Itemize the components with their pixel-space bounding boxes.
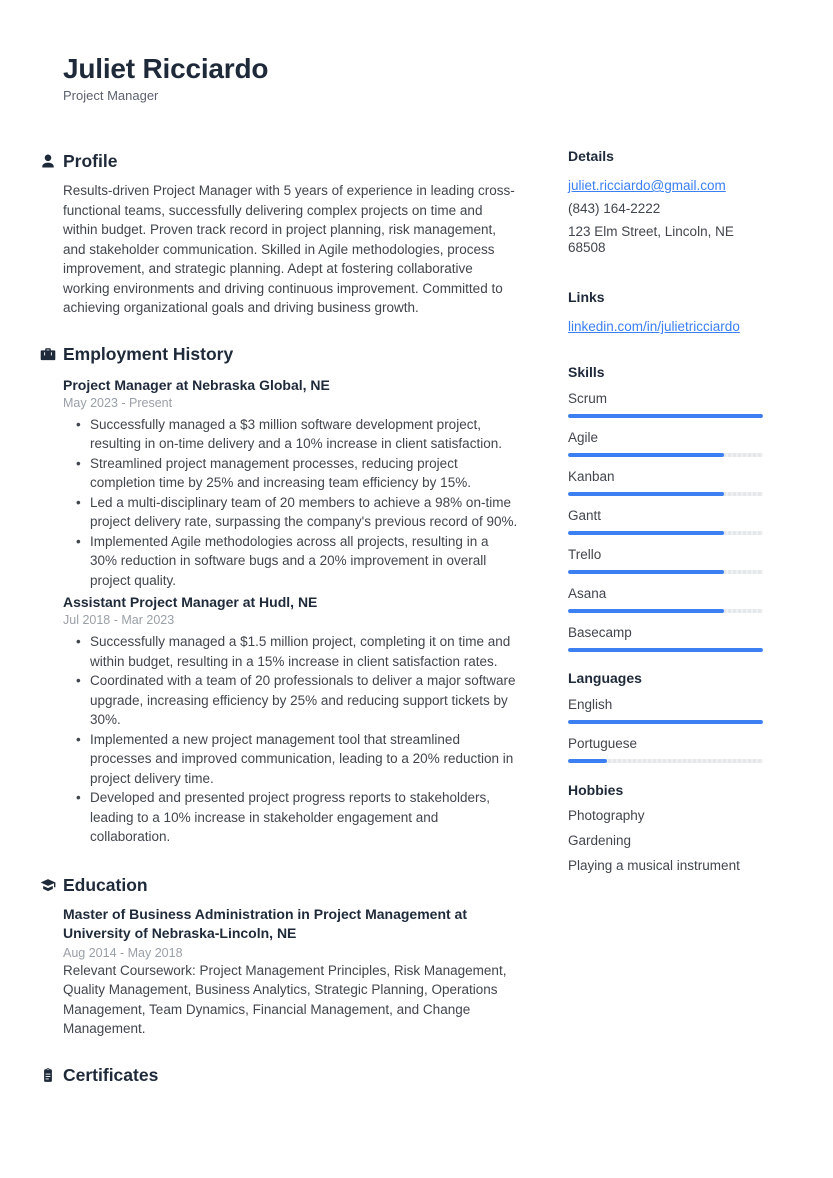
skill-bar-fill bbox=[568, 648, 763, 652]
language-bar-track bbox=[568, 759, 763, 763]
skill-label: Basecamp bbox=[568, 625, 632, 640]
hobbies-list bbox=[568, 808, 763, 874]
skill-bar-track bbox=[568, 570, 763, 574]
education-heading bbox=[63, 874, 518, 896]
section-education bbox=[63, 874, 518, 1039]
job-title: Project Manager at Nebraska Global, NE bbox=[63, 376, 330, 393]
employment-heading bbox=[63, 343, 518, 365]
hobby-item: Gardening bbox=[568, 833, 632, 848]
job-bullet: • Streamlined project management processes, reducing project completion time by 25% and increasing team efficiency by 15%. bbox=[63, 454, 518, 493]
skill-bar-fill bbox=[568, 531, 724, 535]
skills-heading: Skills bbox=[568, 364, 605, 380]
certificates-heading bbox=[63, 1064, 518, 1086]
candidate-job-title: Project Manager bbox=[63, 88, 159, 103]
profile-heading-label: Profile bbox=[63, 151, 118, 171]
skill-bar-fill bbox=[568, 570, 724, 574]
job-bullet: • Successfully managed a $3 million software development project, resulting in on-time delivery and a 10% increase in client satisfaction. bbox=[63, 415, 518, 454]
language-item bbox=[568, 736, 763, 763]
education-dates: Aug 2014 - May 2018 bbox=[63, 945, 183, 960]
job-bullet-list bbox=[63, 415, 518, 591]
job-entry bbox=[63, 376, 518, 591]
linkedin-link[interactable]: linkedin.com/in/julietricciardo bbox=[568, 319, 740, 334]
skill-label: Scrum bbox=[568, 391, 608, 406]
skill-item bbox=[568, 586, 763, 613]
education-description: Relevant Coursework: Project Management Principles, Risk Management, Quality Management, Business Analytics, Strategic Planning, Operations Management, Team Dynamics, Financial Management, and Change Management. bbox=[63, 962, 507, 1036]
job-entry bbox=[63, 593, 518, 847]
graduation-cap-icon bbox=[40, 877, 56, 893]
resume-columns bbox=[63, 52, 833, 1095]
skill-item bbox=[568, 430, 763, 457]
links-heading: Links bbox=[568, 289, 605, 305]
certificates-heading-label: Certificates bbox=[63, 1064, 159, 1085]
details-section bbox=[568, 147, 763, 256]
section-profile bbox=[63, 150, 518, 318]
degree-title: Master of Business Administration in Project Management at University of Nebraska-Lincoln, NE bbox=[63, 905, 468, 941]
skill-bar-track bbox=[568, 453, 763, 457]
skill-label: Kanban bbox=[568, 469, 615, 484]
job-bullet: • Led a multi-disciplinary team of 20 members to achieve a 98% on-time project delivery rate, surpassing the company's previous record of 90%. bbox=[63, 493, 518, 532]
skill-item bbox=[568, 508, 763, 535]
phone-line: (843) 164-2222 bbox=[568, 201, 661, 216]
hobbies-section bbox=[568, 781, 763, 874]
skill-bar-track bbox=[568, 414, 763, 418]
skill-item bbox=[568, 469, 763, 496]
job-bullet: • Implemented a new project management tool that streamlined processes and improved communication, leading to a 20% reduction in project delivery time. bbox=[63, 730, 518, 789]
language-bar-track bbox=[568, 720, 763, 724]
languages-list bbox=[568, 697, 763, 763]
skill-item bbox=[568, 547, 763, 574]
address-line: 123 Elm Street, Lincoln, NE 68508 bbox=[568, 224, 734, 255]
skills-section bbox=[568, 363, 763, 652]
clipboard-icon bbox=[40, 1067, 56, 1083]
email-link[interactable]: juliet.ricciardo@gmail.com bbox=[568, 178, 726, 193]
job-bullet: • Implemented Agile methodologies across all projects, resulting in a 30% reduction in software bugs and a 20% improvement in overall project quality. bbox=[63, 532, 518, 591]
section-certificates bbox=[63, 1064, 518, 1086]
languages-section bbox=[568, 669, 763, 763]
hobby-item: Photography bbox=[568, 808, 645, 823]
skill-bar-track bbox=[568, 531, 763, 535]
skill-item bbox=[568, 625, 763, 652]
job-bullet-list bbox=[63, 632, 518, 847]
skill-bar-track bbox=[568, 609, 763, 613]
job-bullet: • Developed and presented project progress reports to stakeholders, leading to a 10% increase in stakeholder engagement and collaboration. bbox=[63, 788, 518, 847]
hobbies-heading: Hobbies bbox=[568, 782, 624, 798]
job-dates: May 2023 - Present bbox=[63, 395, 173, 410]
skill-item bbox=[568, 391, 763, 418]
skill-label: Gantt bbox=[568, 508, 602, 523]
job-bullet: • Successfully managed a $1.5 million project, completing it on time and within budget, resulting in a 15% increase in client satisfaction rates. bbox=[63, 632, 518, 671]
profile-heading bbox=[63, 150, 518, 172]
skill-label: Trello bbox=[568, 547, 602, 562]
education-entry bbox=[63, 905, 518, 1039]
briefcase-icon bbox=[40, 346, 56, 362]
skill-bar-fill bbox=[568, 492, 724, 496]
person-icon bbox=[40, 153, 56, 169]
skills-list bbox=[568, 391, 763, 652]
skill-bar-fill bbox=[568, 414, 763, 418]
job-bullet: • Coordinated with a team of 20 professionals to deliver a major software upgrade, increasing efficiency by 25% and reducing support tickets by 30%. bbox=[63, 671, 518, 730]
skill-label: Asana bbox=[568, 586, 607, 601]
details-heading: Details bbox=[568, 148, 614, 164]
profile-text: Results-driven Project Manager with 5 years of experience in leading cross-functional teams, successfully delivering complex projects on time and within budget. Proven track record in project planning, risk management, and stakeholder communication. Skilled in Agile methodologies, process improvement, and strategic planning. Adept at fostering collaborative working environments and driving continuous improvement. Committed to achieving organizational goals and driving business growth. bbox=[63, 183, 515, 315]
skill-bar-track bbox=[568, 492, 763, 496]
employment-heading-label: Employment History bbox=[63, 343, 234, 364]
job-dates: Jul 2018 - Mar 2023 bbox=[63, 613, 175, 627]
language-label: English bbox=[568, 697, 613, 712]
candidate-name: Juliet Ricciardo bbox=[63, 53, 269, 84]
job-title: Assistant Project Manager at Hudl, NE bbox=[63, 594, 318, 610]
resume-header bbox=[63, 52, 518, 104]
language-bar-fill bbox=[568, 720, 763, 724]
skill-bar-fill bbox=[568, 453, 724, 457]
email-line bbox=[568, 178, 763, 194]
section-employment-history bbox=[63, 343, 518, 847]
links-section bbox=[568, 288, 763, 336]
language-label: Portuguese bbox=[568, 736, 638, 751]
languages-heading: Languages bbox=[568, 670, 642, 686]
sidebar-column bbox=[568, 52, 763, 1095]
language-bar-fill bbox=[568, 759, 607, 763]
skill-bar-fill bbox=[568, 609, 724, 613]
hobby-item: Playing a musical instrument bbox=[568, 858, 740, 873]
main-column bbox=[63, 52, 518, 1095]
skill-label: Agile bbox=[568, 430, 599, 445]
skill-bar-track bbox=[568, 648, 763, 652]
education-heading-label: Education bbox=[63, 874, 148, 895]
language-item bbox=[568, 697, 763, 724]
